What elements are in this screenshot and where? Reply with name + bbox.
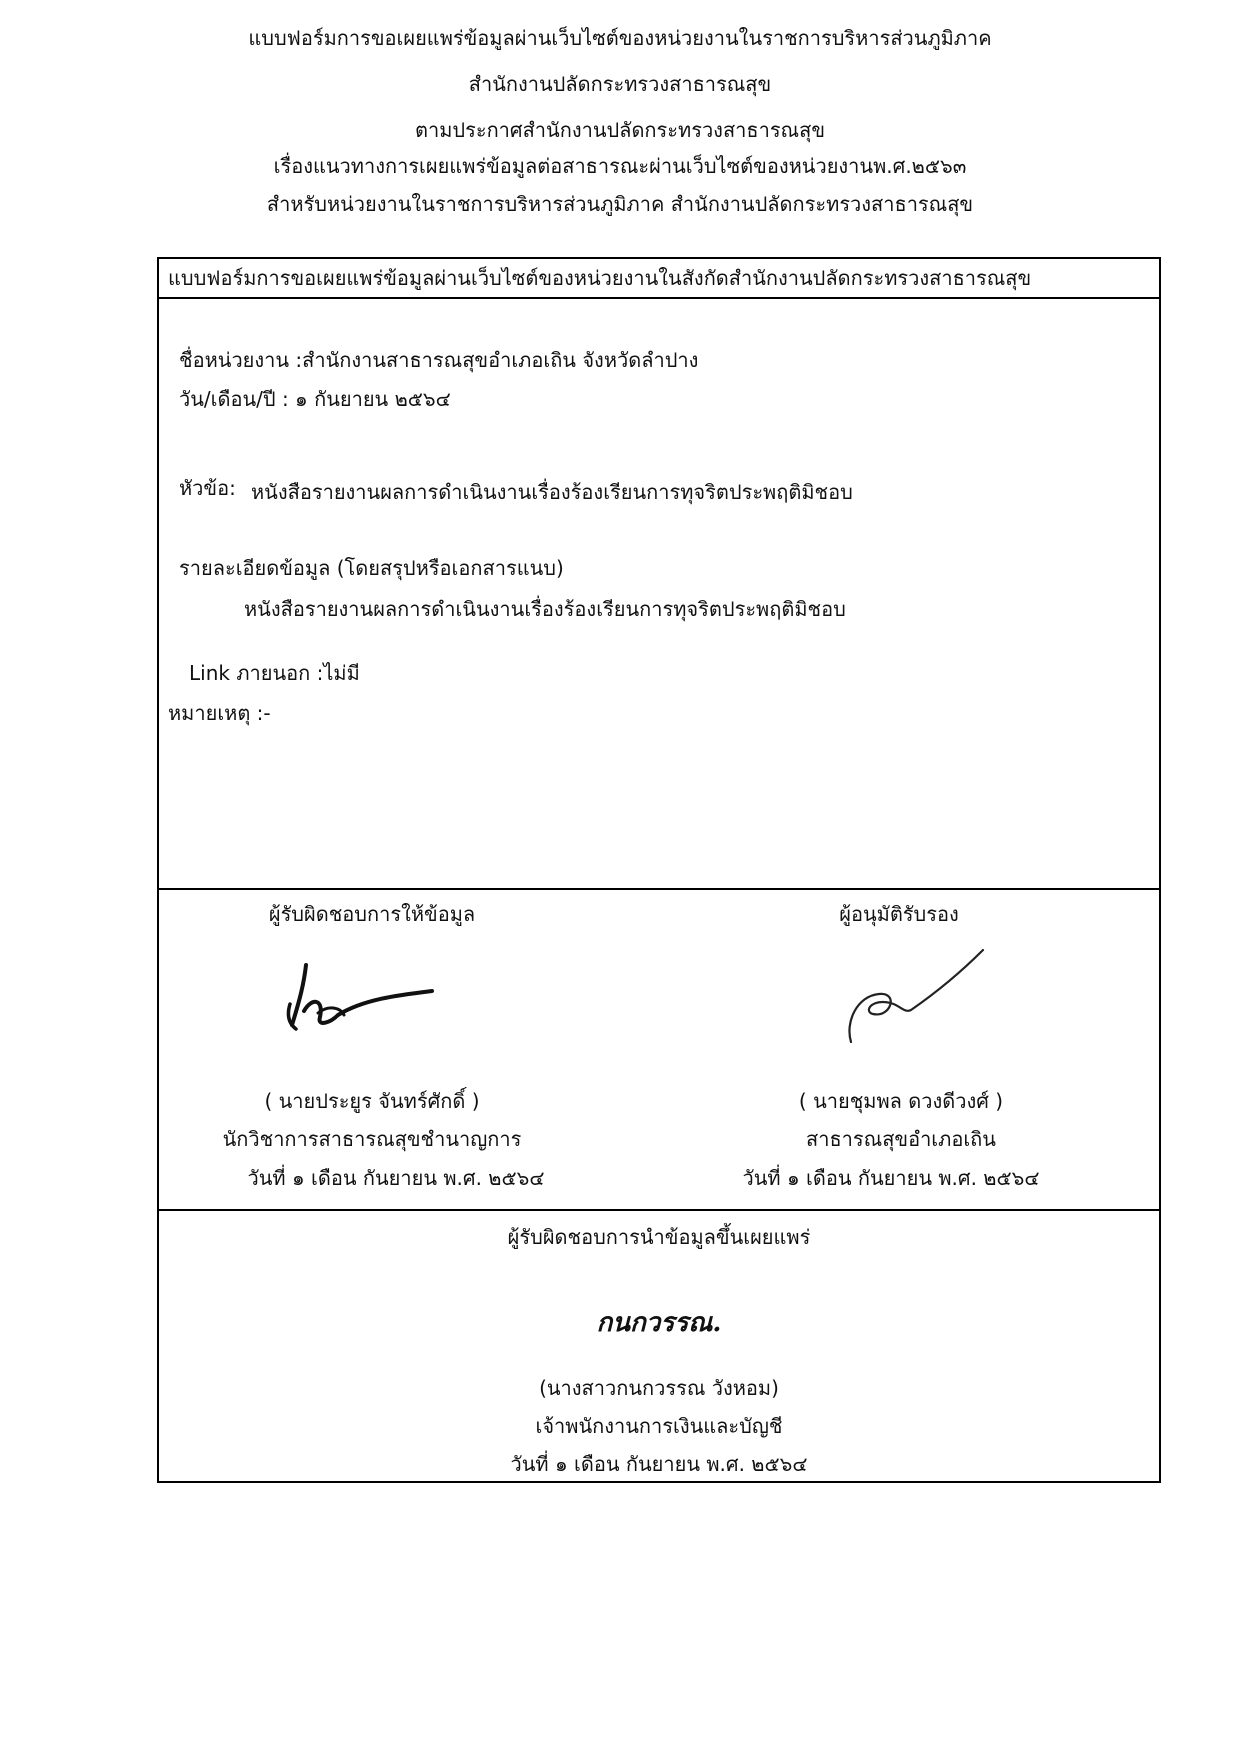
- right-sig-name: ( นายชุมพล ดวงดีวงศ์ ): [798, 1089, 1004, 1113]
- note: หมายเหตุ :-: [168, 701, 271, 725]
- header-line-2: สำนักงานปลัดกระทรวงสาธารณสุข: [468, 72, 772, 96]
- publisher-sig-name: (นางสาวกนกวรรณ วังหอม): [539, 1376, 779, 1400]
- right-signature: [839, 944, 989, 1054]
- form-title: แบบฟอร์มการขอเผยแพร่ข้อมูลผ่านเว็บไซต์ของหน่วยงานในสังกัดสำนักงานปลัดกระทรวงสาธารณสุข: [168, 266, 1032, 290]
- divider-signatures: [159, 1209, 1159, 1211]
- header-line-1: แบบฟอร์มการขอเผยแพร่ข้อมูลผ่านเว็บไซต์ของหน่วยงานในราชการบริหารส่วนภูมิภาค: [248, 26, 992, 50]
- divider-title: [159, 297, 1159, 299]
- subject-text: หนังสือรายงานผลการดำเนินงานเรื่องร้องเรียนการทุจริตประพฤติมิชอบ: [251, 480, 853, 504]
- left-sig-date: วันที่ ๑ เดือน กันยายน พ.ศ. ๒๕๖๔: [247, 1166, 545, 1190]
- header-line-4: เรื่องแนวทางการเผยแพร่ข้อมูลต่อสาธารณะผ่านเว็บไซต์ของหน่วยงานพ.ศ.๒๕๖๓: [273, 154, 967, 178]
- left-signature: [284, 959, 444, 1039]
- left-sig-name: ( นายประยูร จันทร์ศักดิ์ ): [264, 1089, 480, 1113]
- header-line-5: สำหรับหน่วยงานในราชการบริหารส่วนภูมิภาค สำนักงานปลัดกระทรวงสาธารณสุข: [266, 192, 974, 216]
- subject-label: หัวข้อ:: [179, 476, 236, 500]
- header-line-3: ตามประกาศสำนักงานปลัดกระทรวงสาธารณสุข: [414, 118, 825, 142]
- right-sig-position: สาธารณสุขอำเภอเถิน: [806, 1127, 996, 1151]
- divider-content: [159, 888, 1159, 890]
- publisher-sig-position: เจ้าพนักงานการเงินและบัญชี: [535, 1414, 783, 1438]
- form-table: [157, 257, 1161, 1483]
- publisher-sig-role: ผู้รับผิดชอบการนำข้อมูลขึ้นเผยแพร่: [507, 1225, 811, 1249]
- publisher-signature: กนกวรรณ.: [596, 1308, 722, 1338]
- left-sig-role: ผู้รับผิดชอบการให้ข้อมูล: [268, 902, 476, 926]
- publisher-sig-date: วันที่ ๑ เดือน กันยายน พ.ศ. ๒๕๖๔: [510, 1452, 808, 1476]
- external-link: Link ภายนอก :ไม่มี: [189, 661, 360, 685]
- right-sig-role: ผู้อนุมัติรับรอง: [839, 902, 959, 926]
- details-text: หนังสือรายงานผลการดำเนินงานเรื่องร้องเรียนการทุจริตประพฤติมิชอบ: [244, 597, 846, 621]
- left-sig-position: นักวิชาการสาธารณสุขชำนาญการ: [222, 1127, 522, 1151]
- right-sig-date: วันที่ ๑ เดือน กันยายน พ.ศ. ๒๕๖๔: [742, 1166, 1040, 1190]
- details-label: รายละเอียดข้อมูล (โดยสรุปหรือเอกสารแนบ): [179, 556, 564, 580]
- agency-name: ชื่อหน่วยงาน :สำนักงานสาธารณสุขอำเภอเถิน จังหวัดลำปาง: [179, 348, 699, 372]
- form-date: วัน/เดือน/ปี : ๑ กันยายน ๒๕๖๔: [179, 387, 451, 411]
